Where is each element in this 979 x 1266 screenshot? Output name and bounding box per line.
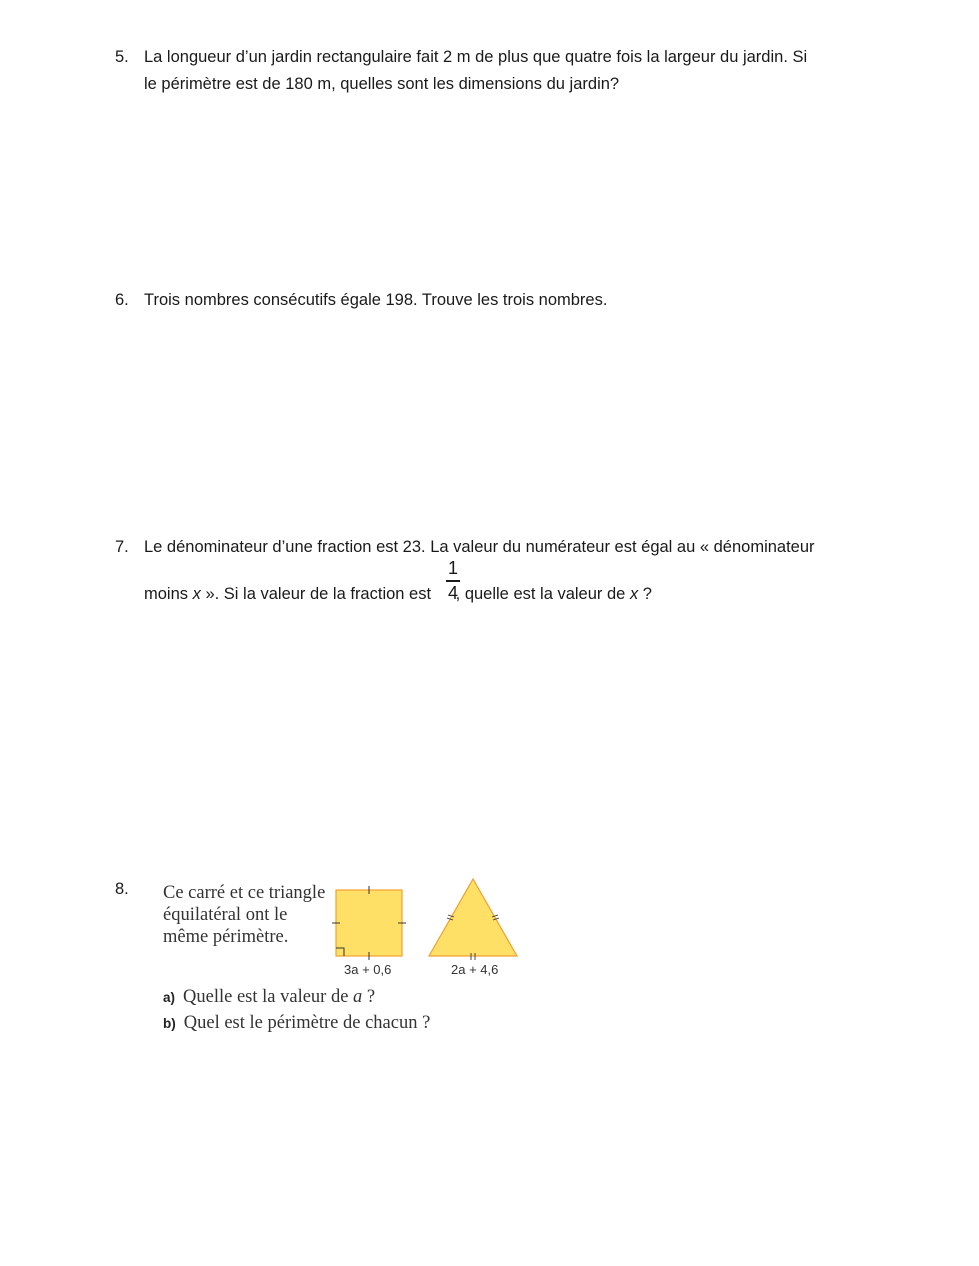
shapes-figure bbox=[325, 876, 525, 960]
question-line: La longueur d’un jardin rectangulaire fait 2 m de plus que quatre fois la largeur du jardin. Si bbox=[144, 48, 808, 66]
square-shape bbox=[336, 890, 402, 956]
question-number: 5. bbox=[115, 48, 129, 66]
fraction-bar bbox=[446, 580, 460, 582]
equilateral-triangle-shape bbox=[429, 879, 517, 956]
question-number: 6. bbox=[115, 291, 129, 309]
question-number: 7. bbox=[115, 538, 129, 556]
question-text bbox=[144, 534, 904, 608]
part-letter: b) bbox=[163, 1016, 176, 1031]
fraction-numerator: 1 bbox=[447, 558, 458, 578]
question-8-intro: Ce carré et ce triangle équilatéral ont le même périmètre. bbox=[163, 883, 326, 947]
triangle-side-label: 2a + 4,6 bbox=[451, 962, 499, 977]
question-text bbox=[144, 44, 807, 98]
fraction-one-quarter bbox=[446, 558, 460, 603]
part-letter: a) bbox=[163, 990, 176, 1005]
variable-x: x bbox=[629, 585, 639, 603]
fraction-denominator: 4 bbox=[447, 582, 458, 603]
question-line: le périmètre est de 180 m, quelles sont les dimensions du jardin? bbox=[144, 75, 620, 93]
question-8-part-a: a) Quelle est la valeur de a ? bbox=[163, 987, 376, 1007]
question-line: moins x ». Si la valeur de la fraction est , quelle est la valeur de x ? bbox=[144, 585, 652, 603]
square-side-label: 3a + 0,6 bbox=[344, 962, 392, 977]
question-8-part-b: b) Quel est le périmètre de chacun ? bbox=[163, 1013, 431, 1033]
question-line: Le dénominateur d’une fraction est 23. La valeur du numérateur est égal au « dénominateur bbox=[144, 538, 815, 556]
variable-a: a bbox=[353, 987, 363, 1007]
variable-x: x bbox=[192, 585, 201, 603]
question-number: 8. bbox=[115, 880, 129, 898]
question-text: Trois nombres consécutifs égale 198. Trouve les trois nombres. bbox=[144, 291, 608, 309]
